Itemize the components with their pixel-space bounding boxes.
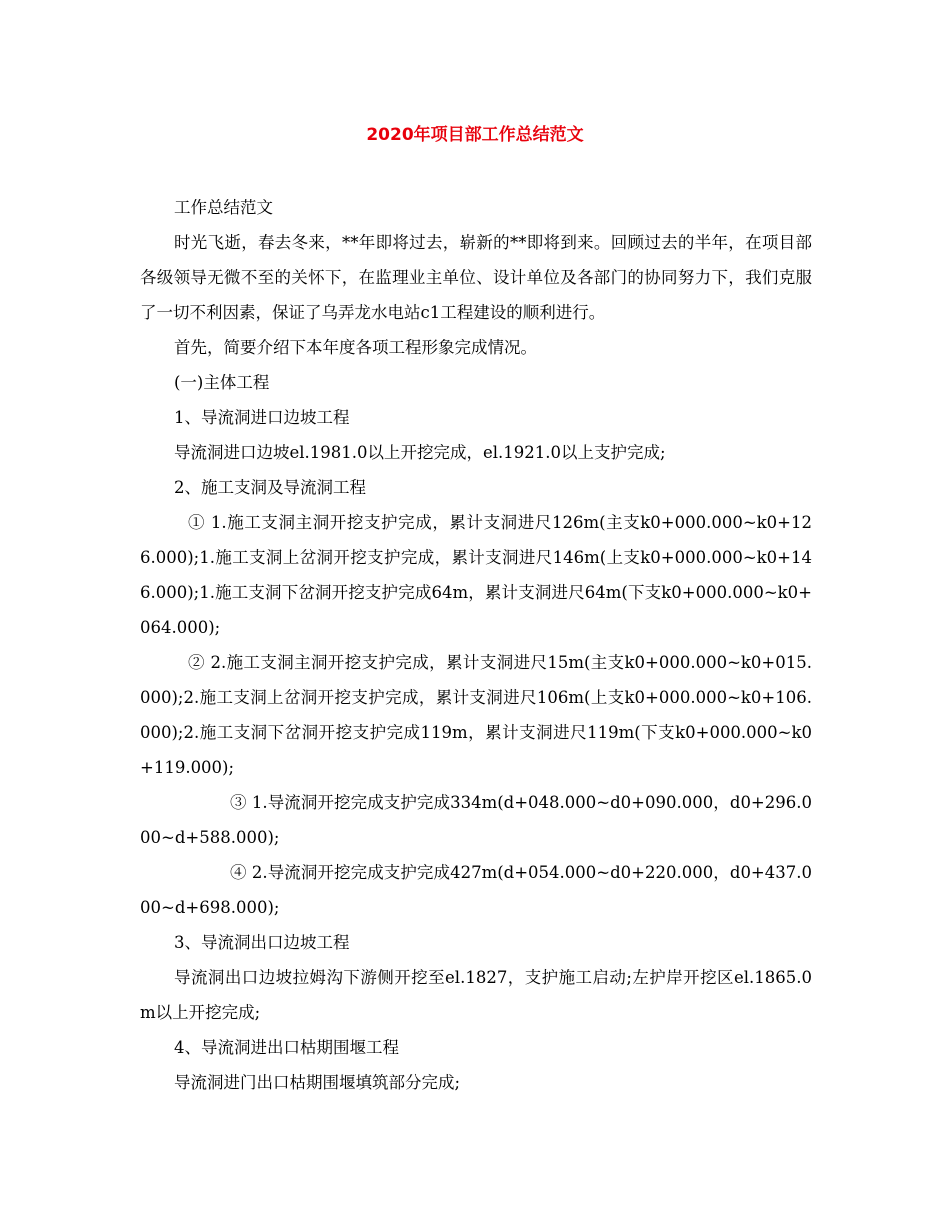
subsection-heading-3: 3、导流洞出口边坡工程 [174, 933, 350, 952]
subsection-heading-4: 4、导流洞进出口枯期围堰工程 [174, 1038, 399, 1057]
document-body [140, 190, 812, 1100]
document-title: 2020年项目部工作总结范文 [366, 125, 584, 145]
paragraph-inlet-slope: 导流洞进口边坡el.1981.0以上开挖完成，el.1921.0以上支护完成; [174, 443, 666, 462]
list-item-2: ② 2.施工支洞主洞开挖支护完成，累计支洞进尺15m(主支k0+000.000~k0+015.000);2.施工支洞上岔洞开挖支护完成，累计支洞进尺106m(上支k0+000.000~k0+106.000);2.施工支洞下岔洞开挖支护完成119m，累计支洞进尺119m(下支k0+000.000~k0+119.000); [140, 653, 812, 777]
paragraph-intro: 时光飞逝，春去冬来，**年即将过去，崭新的**即将到来。回顾过去的半年，在项目部各级领导无微不至的关怀下，在监理业主单位、设计单位及各部门的协同努力下，我们克服了一切不利因素，保证了乌弄龙水电站c1工程建设的顺利进行。 [140, 233, 812, 322]
paragraph-outlet-slope: 导流洞出口边坡拉姆沟下游侧开挖至el.1827，支护施工启动;左护岸开挖区el.1865.0m以上开挖完成; [140, 968, 812, 1022]
paragraph-heading: 工作总结范文 [174, 198, 273, 217]
list-item-4: ④ 2.导流洞开挖完成支护完成427m(d+054.000~d0+220.000，d0+437.000~d+698.000); [140, 863, 812, 917]
paragraph-cofferdam: 导流洞进门出口枯期围堰填筑部分完成; [174, 1073, 461, 1092]
list-item-3: ③ 1.导流洞开挖完成支护完成334m(d+048.000~d0+090.000，d0+296.000~d+588.000); [140, 793, 812, 847]
paragraph-overview: 首先，简要介绍下本年度各项工程形象完成情况。 [174, 338, 537, 357]
subsection-heading-1: 1、导流洞进口边坡工程 [174, 408, 350, 427]
subsection-heading-2: 2、施工支洞及导流洞工程 [174, 478, 366, 497]
list-item-1: ① 1.施工支洞主洞开挖支护完成，累计支洞进尺126m(主支k0+000.000~k0+126.000);1.施工支洞上岔洞开挖支护完成，累计支洞进尺146m(上支k0+000.000~k0+146.000);1.施工支洞下岔洞开挖支护完成64m，累计支洞进尺64m(下支k0+000.000~k0+064.000); [140, 513, 812, 637]
section-heading-main-works: (一)主体工程 [174, 373, 270, 392]
